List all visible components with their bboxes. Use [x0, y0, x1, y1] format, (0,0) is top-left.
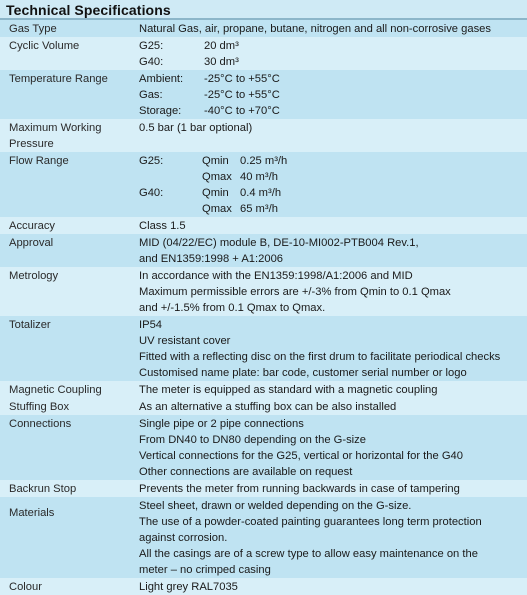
row-stuffing-box: [0, 398, 527, 415]
row-value: [137, 578, 527, 595]
value-line: From DN40 to DN80 depending on the G-size: [139, 434, 366, 446]
row-accuracy: [0, 217, 527, 234]
row-magnetic-coupling: [0, 381, 527, 398]
row-label: Flow Range: [9, 155, 69, 167]
row-label: Connections: [9, 418, 72, 430]
value-pair: [139, 54, 527, 70]
row-colour: [0, 578, 527, 595]
row-value: [137, 267, 527, 316]
row-label: Gas Type: [9, 23, 57, 35]
pair-value: -25°C to +55°C: [204, 89, 280, 101]
value-line: All the casings are of a screw type to allow easy maintenance on the: [139, 548, 478, 560]
flow-qualifier: Qmax: [202, 171, 232, 183]
flow-size: [139, 169, 202, 185]
value-line: and +/-1.5% from 0.1 Qmax to Qmax.: [139, 302, 326, 314]
row-value: [137, 415, 527, 480]
row-label: Metrology: [9, 270, 59, 282]
value-line: UV resistant cover: [139, 335, 231, 347]
value-line: Single pipe or 2 pipe connections: [139, 418, 304, 430]
value-line: Maximum permissible errors are +/-3% from Qmin to 0.1 Qmax: [139, 286, 451, 298]
row-metrology: [0, 267, 527, 316]
value-pair: [139, 38, 527, 54]
flow-value: 0.4 m³/h: [240, 187, 282, 199]
pair-key: G25:: [139, 40, 164, 52]
label-line: Maximum Working: [9, 122, 102, 134]
flow-size: G25:: [139, 155, 164, 167]
row-label: Temperature Range: [9, 73, 108, 85]
row-label: Approval: [9, 237, 54, 249]
flow-line: [139, 169, 527, 185]
row-approval: [0, 234, 527, 267]
row-value: [137, 398, 527, 415]
label-line: Materials: [9, 507, 55, 519]
flow-qualifier: Qmin: [202, 155, 229, 167]
row-label: Accuracy: [9, 220, 56, 232]
spec-table: [0, 20, 527, 595]
row-value: [137, 497, 527, 578]
row-value: [137, 381, 527, 398]
pair-key: Storage:: [139, 105, 182, 117]
value-line: Fitted with a reflecting disc on the first drum to facilitate periodical checks: [139, 351, 501, 363]
value-pair: [139, 103, 527, 119]
pair-key: G40:: [139, 56, 164, 68]
value-line: Natural Gas, air, propane, butane, nitrogen and all non-corrosive gases: [139, 23, 491, 35]
pair-key: Gas:: [139, 89, 163, 101]
row-label: Totalizer: [9, 319, 51, 331]
flow-line: [139, 185, 527, 201]
row-value: [137, 70, 527, 119]
row-value: [137, 316, 527, 381]
row-flow-range: [0, 152, 527, 217]
row-value: [137, 152, 527, 217]
value-line: 0.5 bar (1 bar optional): [139, 122, 253, 134]
row-label: Stuffing Box: [9, 401, 70, 413]
value-line: As an alternative a stuffing box can be also installed: [139, 401, 397, 413]
value-line: IP54: [139, 319, 163, 331]
value-line: against corrosion.: [139, 532, 228, 544]
flow-qualifier: Qmin: [202, 187, 229, 199]
flow-qualifier: Qmax: [202, 203, 232, 215]
row-totalizer: [0, 316, 527, 381]
flow-size: G40:: [139, 187, 164, 199]
value-line: The use of a powder-coated painting guarantees long term protection: [139, 516, 482, 528]
flow-value: 40 m³/h: [240, 171, 278, 183]
pair-key: Ambient:: [139, 73, 184, 85]
row-connections: [0, 415, 527, 480]
row-value: [137, 234, 527, 267]
pair-value: -25°C to +55°C: [204, 73, 280, 85]
value-line: The meter is equipped as standard with a magnetic coupling: [139, 384, 438, 396]
row-label: Backrun Stop: [9, 483, 77, 495]
row-backrun-stop: [0, 480, 527, 497]
value-line: Other connections are available on request: [139, 466, 353, 478]
flow-line: [139, 201, 527, 217]
pair-value: 30 dm³: [204, 56, 239, 68]
value-line: Steel sheet, drawn or welded depending on the G-size.: [139, 500, 412, 512]
row-value: [137, 217, 527, 234]
value-line: Customised name plate: bar code, customer serial number or logo: [139, 367, 467, 379]
row-value: [137, 20, 527, 37]
row-label: Cyclic Volume: [9, 40, 80, 52]
row-gas-type: [0, 20, 527, 37]
value-pair: [139, 71, 527, 87]
pair-value: 20 dm³: [204, 40, 239, 52]
value-line: Class 1.5: [139, 220, 186, 232]
value-line: meter – no crimped casing: [139, 564, 271, 576]
value-line: Light grey RAL7035: [139, 581, 238, 593]
value-line: In accordance with the EN1359:1998/A1:2006 and MID: [139, 270, 413, 282]
row-cyclic-volume: [0, 37, 527, 70]
row-max-working-pressure: [0, 119, 527, 152]
value-line: Prevents the meter from running backwards in case of tampering: [139, 483, 460, 495]
value-pair: [139, 87, 527, 103]
flow-line: [139, 153, 527, 169]
row-label: [0, 497, 137, 578]
section-title: Technical Specifications: [6, 2, 171, 18]
row-label: [0, 119, 137, 152]
row-label: Magnetic Coupling: [9, 384, 102, 396]
row-temperature-range: [0, 70, 527, 119]
row-value: [137, 119, 527, 152]
value-line: and EN1359:1998 + A1:2006: [139, 253, 284, 265]
flow-size: [139, 201, 202, 217]
value-line: MID (04/22/EC) module B, DE-10-MI002-PTB004 Rev.1,: [139, 237, 419, 249]
flow-value: 65 m³/h: [240, 203, 278, 215]
label-line: Pressure: [9, 138, 54, 150]
value-line: Vertical connections for the G25, vertical or horizontal for the G40: [139, 450, 463, 462]
pair-value: -40°C to +70°C: [204, 105, 280, 117]
row-label: Colour: [9, 581, 42, 593]
flow-value: 0.25 m³/h: [240, 155, 288, 167]
row-value: [137, 480, 527, 497]
row-materials: [0, 497, 527, 578]
row-value: [137, 37, 527, 70]
